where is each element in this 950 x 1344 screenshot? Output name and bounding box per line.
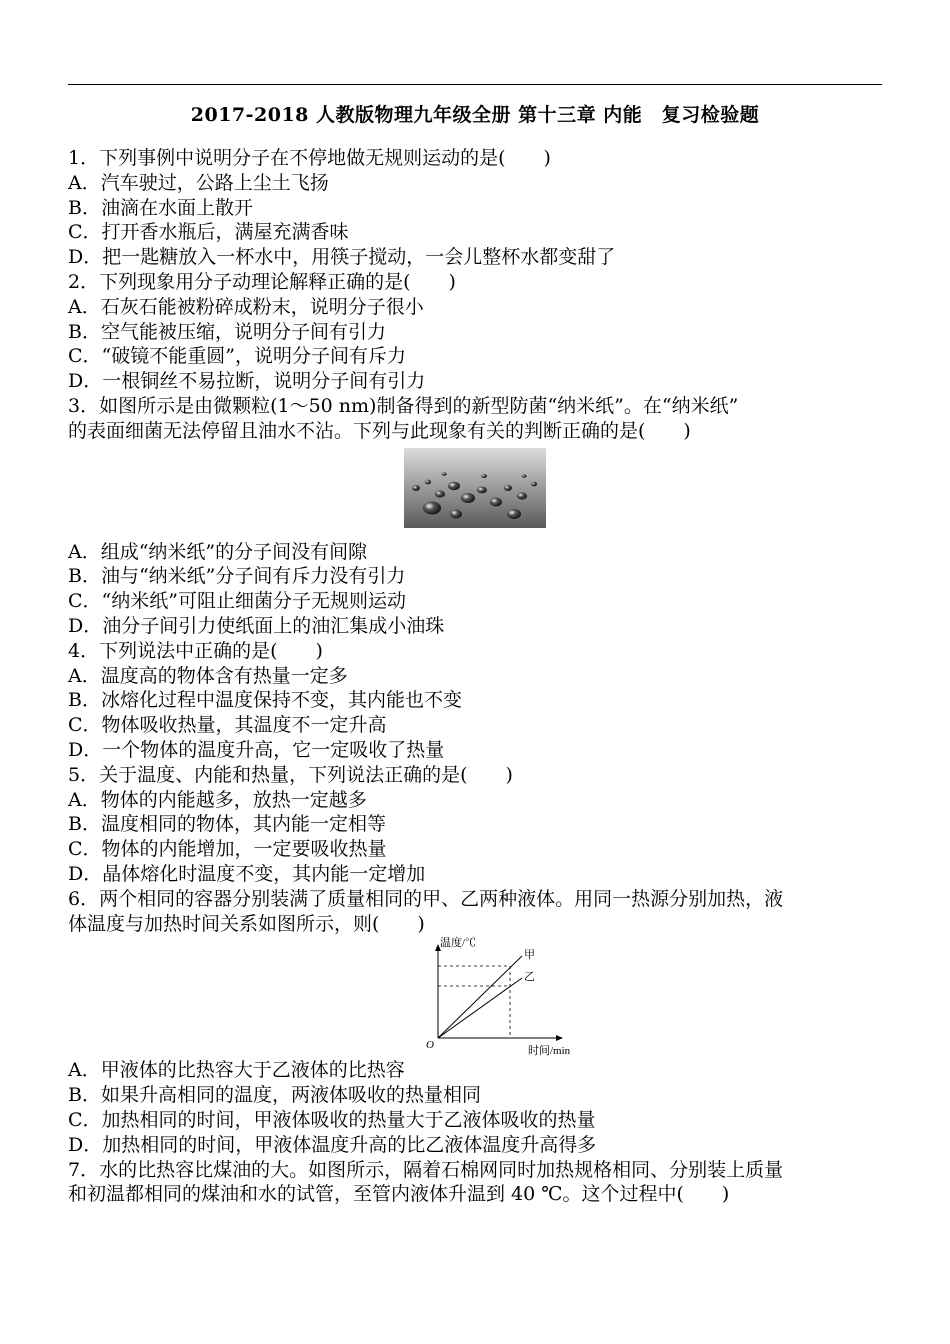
q7-stem-line2: 和初温都相同的煤油和水的试管，至管内液体升温到 40 ℃。这个过程中( ) <box>68 1183 730 1206</box>
q4-option-d: D．一个物体的温度升高，它一定吸收了热量 <box>68 738 445 761</box>
header-rule <box>68 84 882 85</box>
q6-option-c: C．加热相同的时间，甲液体吸收的热量大于乙液体吸收的热量 <box>68 1108 596 1131</box>
graph-svg <box>418 936 618 1056</box>
q6-stem-line1: 6．两个相同的容器分别装满了质量相同的甲、乙两种液体。用同一热源分别加热，液 <box>68 887 784 910</box>
q1-option-b: B．油滴在水面上散开 <box>68 196 253 219</box>
q4-stem: 4．下列说法中正确的是( ) <box>68 639 323 662</box>
line-yi <box>438 978 522 1038</box>
q1-stem: 1．下列事例中说明分子在不停地做无规则运动的是( ) <box>68 147 551 169</box>
q3-option-d: D．油分子间引力使纸面上的油汇集成小油珠 <box>68 614 445 637</box>
q7-stem-line1: 7．水的比热容比煤油的大。如图所示，隔着石棉网同时加热规格相同、分别装上质量 <box>68 1158 784 1181</box>
nano-paper-photo <box>404 448 546 528</box>
q1-option-d: D．把一匙糖放入一杯水中，用筷子搅动，一会儿整杯水都变甜了 <box>68 246 616 269</box>
q4-option-a: A．温度高的物体含有热量一定多 <box>68 664 348 687</box>
q6-option-a: A．甲液体的比热容大于乙液体的比热容 <box>68 1059 405 1082</box>
q1-option-a: A．汽车驶过，公路上尘土飞扬 <box>68 171 329 194</box>
nano-paper-figure <box>68 448 886 538</box>
q6-option-d: D．加热相同的时间，甲液体温度升高的比乙液体温度升高得多 <box>68 1133 597 1156</box>
q5-option-d: D．晶体熔化时温度不变，其内能一定增加 <box>68 862 426 885</box>
q6-option-b: B．如果升高相同的温度，两液体吸收的热量相同 <box>68 1084 481 1107</box>
document-title: 2017-2018 人教版物理九年级全册 第十三章 内能 复习检验题 <box>190 104 760 126</box>
q3-option-b: B．油与“纳米纸”分子间有斥力没有引力 <box>68 565 406 588</box>
q2-option-d: D．一根铜丝不易拉断，说明分子间有引力 <box>68 370 426 393</box>
q2-option-a: A．石灰石能被粉碎成粉末，说明分子很小 <box>68 295 424 318</box>
q5-option-c: C．物体的内能增加，一定要吸收热量 <box>68 838 387 861</box>
y-axis-label: 温度/℃ <box>440 937 477 950</box>
q6-stem-line2: 体温度与加热时间关系如图所示，则( ) <box>68 912 425 935</box>
q4-option-c: C．物体吸收热量，其温度不一定升高 <box>68 714 387 737</box>
x-axis-label: 时间/min <box>528 1045 571 1057</box>
line-jia <box>438 956 522 1038</box>
temperature-time-graph <box>68 936 886 1058</box>
q3-option-c: C．“纳米纸”可阻止细菌分子无规则运动 <box>68 590 406 613</box>
line-yi-label: 乙 <box>524 971 535 984</box>
q3-stem-line2: 的表面细菌无法停留且油水不沾。下列与此现象有关的判断正确的是( ) <box>68 419 691 442</box>
q2-option-b: B．空气能被压缩，说明分子间有引力 <box>68 320 386 343</box>
q3-option-a: A．组成“纳米纸”的分子间没有间隙 <box>68 540 368 563</box>
question-list <box>68 146 886 1207</box>
origin-label: O <box>426 1039 434 1052</box>
q2-option-c: C．“破镜不能重圆”，说明分子间有斥力 <box>68 345 406 368</box>
q3-stem-line1: 3．如图所示是由微颗粒(1～50 nm)制备得到的新型防菌“纳米纸”。在“纳米纸” <box>68 394 739 417</box>
q4-option-b: B．冰熔化过程中温度保持不变，其内能也不变 <box>68 689 462 712</box>
q5-option-a: A．物体的内能越多，放热一定越多 <box>68 788 367 811</box>
q2-stem: 2．下列现象用分子动理论解释正确的是( ) <box>68 270 456 293</box>
q5-stem: 5．关于温度、内能和热量，下列说法正确的是( ) <box>68 763 513 786</box>
x-axis-arrow-icon <box>556 1035 563 1041</box>
line-jia-label: 甲 <box>524 949 535 962</box>
q1-option-c: C．打开香水瓶后，满屋充满香味 <box>68 221 349 244</box>
q5-option-b: B．温度相同的物体，其内能一定相等 <box>68 813 386 836</box>
